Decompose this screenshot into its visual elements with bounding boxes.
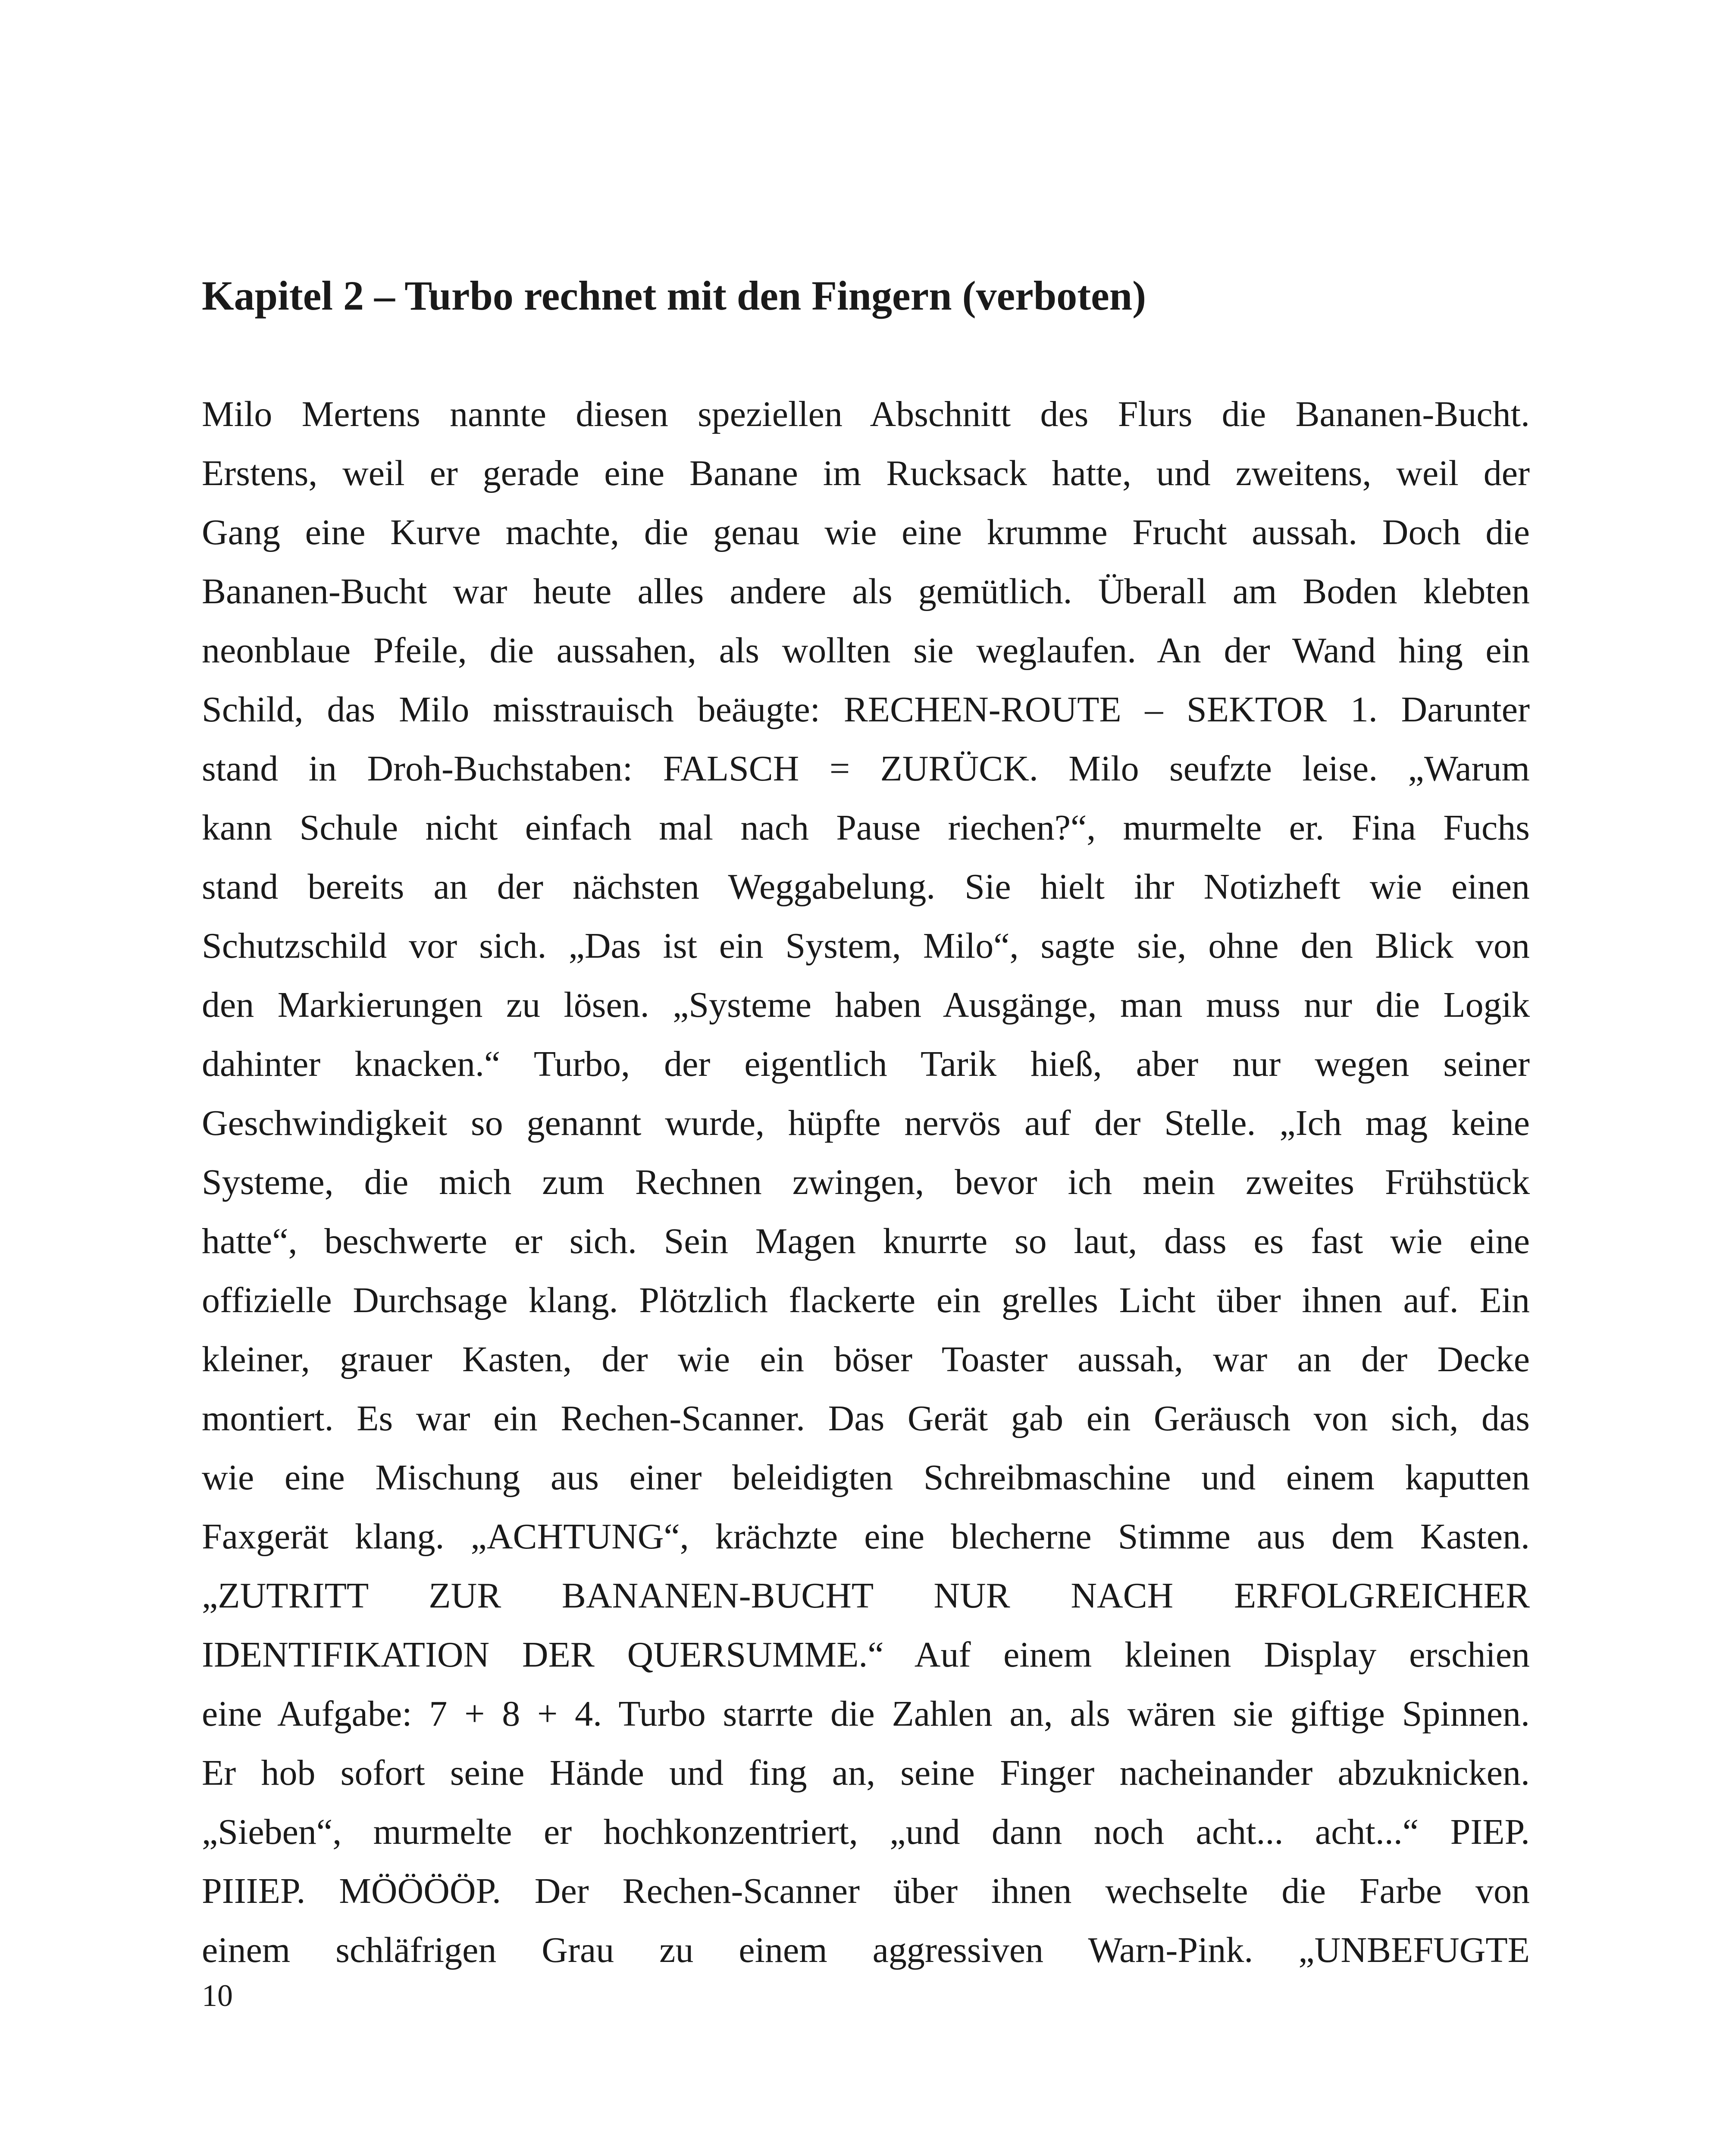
text-line: den Markierungen zu lösen. „Systeme haben Ausgänge, man muss nur die Logik — [202, 985, 1530, 1025]
text-line: stand bereits an der nächsten Weggabelung. Sie hielt ihr Notizheft wie einen — [202, 867, 1530, 907]
text-line: montiert. Es war ein Rechen-Scanner. Das Gerät gab ein Geräusch von sich, das — [202, 1398, 1530, 1438]
text-line: IDENTIFIKATION DER QUERSUMME.“ Auf einem kleinen Display erschien — [202, 1635, 1530, 1675]
page-number: 10 — [202, 1978, 233, 2013]
text-line: Gang eine Kurve machte, die genau wie eine krumme Frucht aussah. Doch die — [202, 512, 1530, 552]
text-line: eine Aufgabe: 7 + 8 + 4. Turbo starrte die Zahlen an, als wären sie giftige Spinnen. — [202, 1694, 1530, 1734]
body-text — [202, 385, 1530, 1980]
text-line: kleiner, grauer Kasten, der wie ein böser Toaster aussah, war an der Decke — [202, 1339, 1530, 1379]
text-line: „ZUTRITT ZUR BANANEN-BUCHT NUR NACH ERFOLGREICHER — [202, 1576, 1530, 1616]
text-line: Er hob sofort seine Hände und fing an, seine Finger nacheinander abzuknicken. — [202, 1753, 1530, 1793]
text-line: wie eine Mischung aus einer beleidigten Schreibmaschine und einem kaputten — [202, 1457, 1530, 1498]
text-line: Erstens, weil er gerade eine Banane im Rucksack hatte, und zweitens, weil der — [202, 453, 1530, 493]
text-line: Schild, das Milo misstrauisch beäugte: RECHEN-ROUTE – SEKTOR 1. Darunter — [202, 689, 1530, 730]
text-line: dahinter knacken.“ Turbo, der eigentlich Tarik hieß, aber nur wegen seiner — [202, 1044, 1530, 1084]
text-line: Milo Mertens nannte diesen speziellen Abschnitt des Flurs die Bananen-Bucht. — [202, 394, 1530, 434]
text-line: stand in Droh-Buchstaben: FALSCH = ZURÜCK. Milo seufzte leise. „Warum — [202, 749, 1530, 789]
text-line: Faxgerät klang. „ACHTUNG“, krächzte eine blecherne Stimme aus dem Kasten. — [202, 1517, 1530, 1557]
text-line: Systeme, die mich zum Rechnen zwingen, bevor ich mein zweites Frühstück — [202, 1162, 1530, 1202]
text-line: offizielle Durchsage klang. Plötzlich flackerte ein grelles Licht über ihnen auf. Ein — [202, 1280, 1530, 1320]
text-line: Bananen-Bucht war heute alles andere als gemütlich. Überall am Boden klebten — [202, 571, 1530, 611]
text-line: PIIIEP. MÖÖÖÖP. Der Rechen-Scanner über ihnen wechselte die Farbe von — [202, 1871, 1530, 1911]
text-line: einem schläfrigen Grau zu einem aggressiven Warn-Pink. „UNBEFUGTE — [202, 1930, 1530, 1970]
text-line: neonblaue Pfeile, die aussahen, als wollten sie weglaufen. An der Wand hing ein — [202, 630, 1530, 671]
chapter-title: Kapitel 2 – Turbo rechnet mit den Fingern (verboten) — [202, 273, 1146, 319]
text-line: hatte“, beschwerte er sich. Sein Magen knurrte so laut, dass es fast wie eine — [202, 1221, 1530, 1261]
text-line: Schutzschild vor sich. „Das ist ein System, Milo“, sagte sie, ohne den Blick von — [202, 926, 1530, 966]
text-line: Geschwindigkeit so genannt wurde, hüpfte nervös auf der Stelle. „Ich mag keine — [202, 1103, 1530, 1143]
text-line: „Sieben“, murmelte er hochkonzentriert, „und dann noch acht... acht...“ PIEP. — [202, 1812, 1530, 1852]
text-line: kann Schule nicht einfach mal nach Pause riechen?“, murmelte er. Fina Fuchs — [202, 808, 1530, 848]
